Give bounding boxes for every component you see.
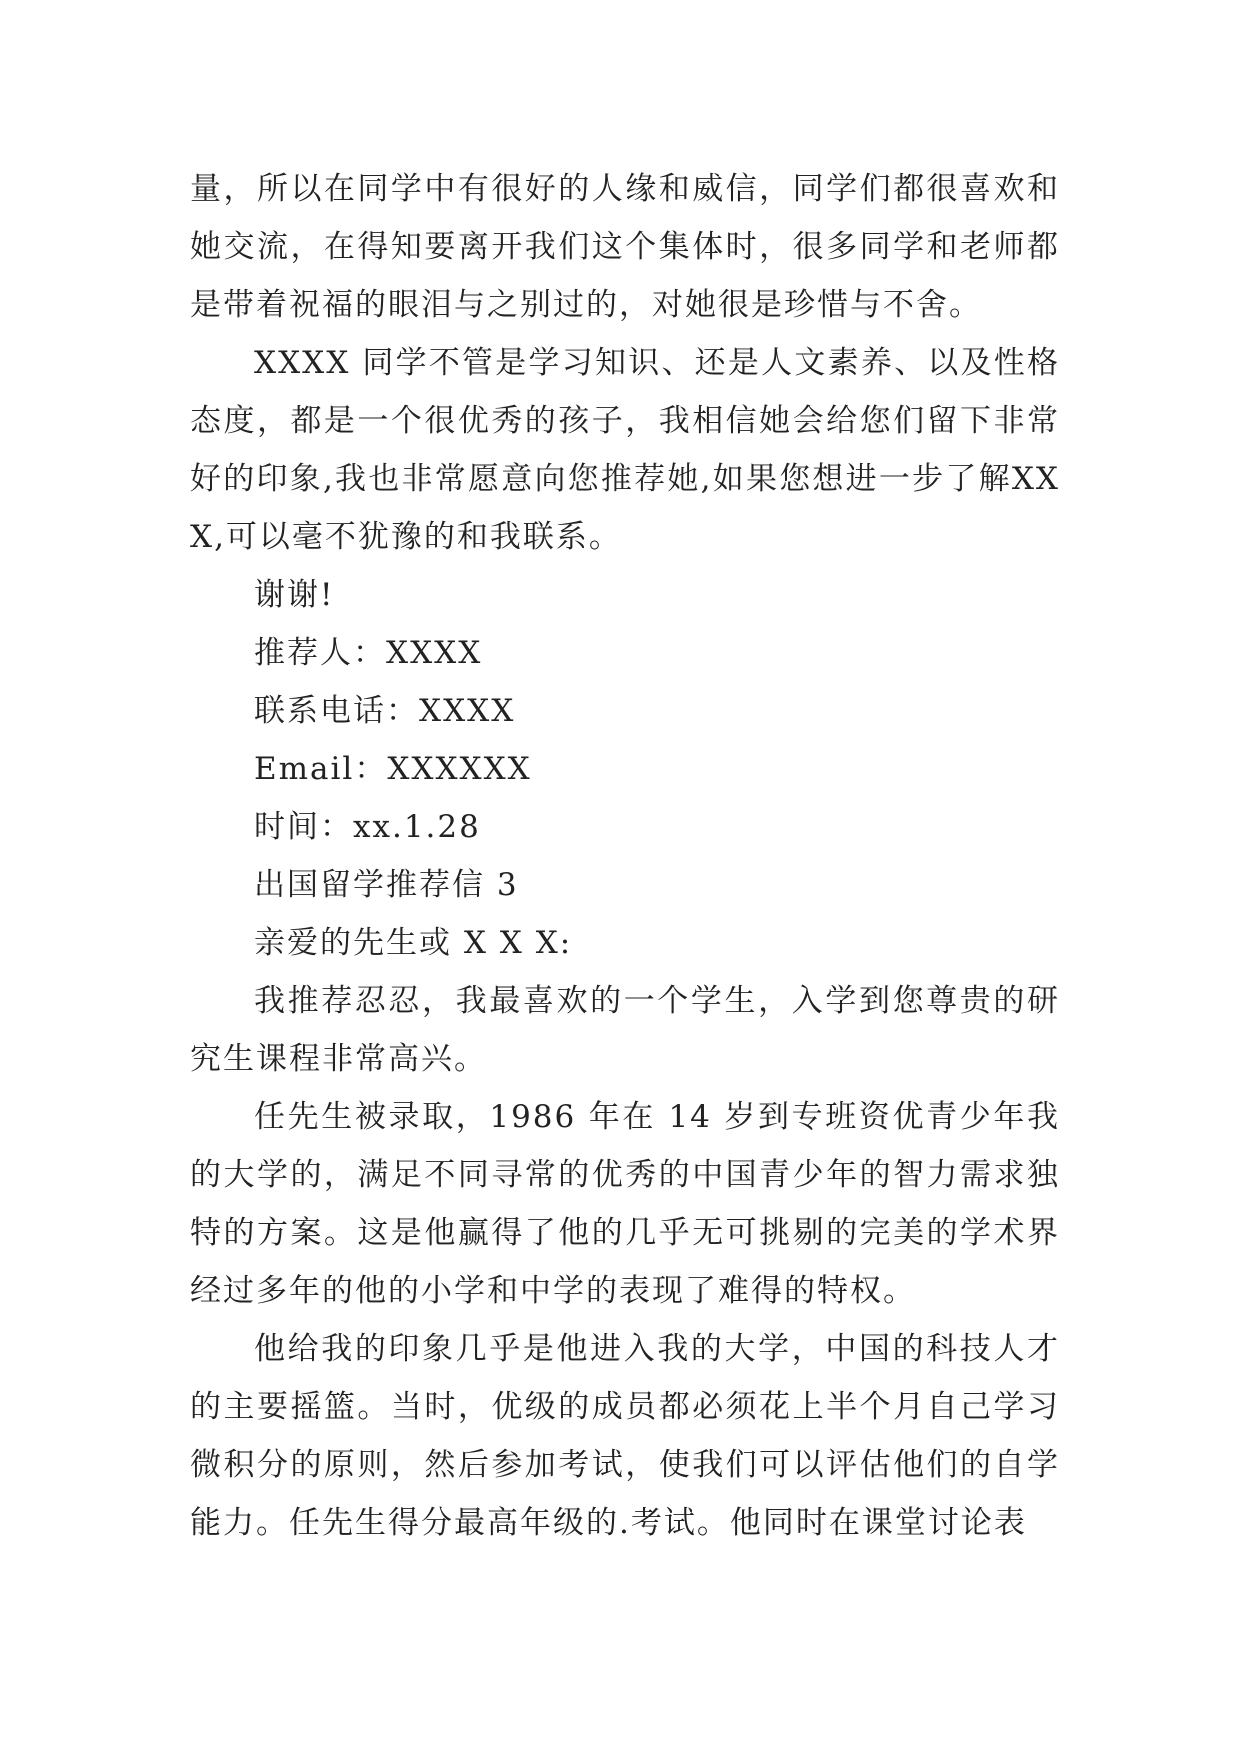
paragraph: 量，所以在同学中有很好的人缘和威信，同学们都很喜欢和她交流，在得知要离开我们这个集体时，很多同学和老师都是带着祝福的眼泪与之别过的，对她很是珍惜与不舍。: [190, 171, 1060, 323]
phone-line: 联系电话：XXXX: [254, 693, 516, 729]
paragraph: XXXX 同学不管是学习知识、还是人文素养、以及性格态度，都是一个很优秀的孩子，我相信她会给您们留下非常好的印象,我也非常愿意向您推荐她,如果您想进一步了解XXX,可以毫不犹豫的和我联系。: [190, 345, 1060, 555]
paragraph: 他给我的印象几乎是他进入我的大学，中国的科技人才的主要摇篮。当时，优级的成员都必须花上半个月自己学习微积分的原则，然后参加考试，使我们可以评估他们的自学能力。任先生得分最高年级的.考试。他同时在课堂讨论表: [190, 1331, 1060, 1541]
closing-thanks: 谢谢!: [254, 577, 335, 613]
date-line: 时间：xx.1.28: [254, 809, 481, 845]
paragraph: 任先生被录取，1986 年在 14 岁到专班资优青少年我的大学的，满足不同寻常的优秀的中国青少年的智力需求独特的方案。这是他赢得了他的几乎无可挑剔的完美的学术界经过多年的他的小学和中学的表现了难得的特权。: [190, 1099, 1060, 1309]
paragraph: 我推荐忍忍，我最喜欢的一个学生，入学到您尊贵的研究生课程非常高兴。: [190, 983, 1060, 1077]
email-line: Email：XXXXXX: [254, 751, 532, 787]
document-body: [190, 160, 1060, 1552]
recommender-line: 推荐人：XXXX: [254, 635, 483, 671]
salutation: 亲爱的先生或 X X X:: [254, 925, 573, 961]
section-title: 出国留学推荐信 3: [254, 867, 519, 903]
